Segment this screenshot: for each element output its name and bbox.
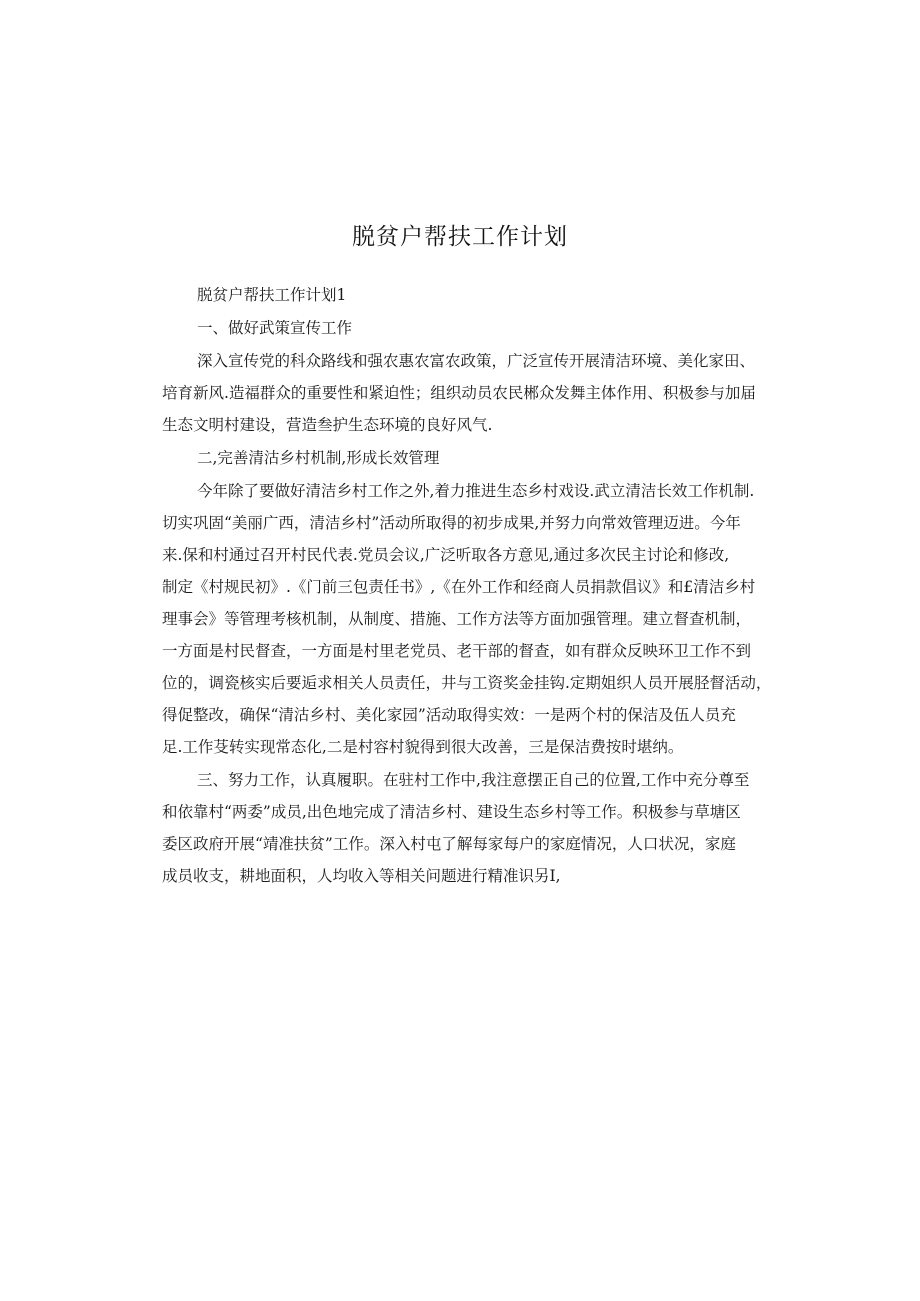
- section2-line: 位的，调瓷核实后要逅求相关人员责任，井与工资奖金挂钩.定期姐织人员开展胫督活动，: [162, 674, 772, 692]
- section3-line: 和依靠村“两委”成员,出色地完成了清洁乡村、建设生态乡村等工作。积极参与草塘区: [162, 803, 741, 821]
- section1-heading: 一、做好武策宣传工作: [197, 319, 353, 337]
- section2-line: 制定《村规民初》.《门前三包责任书》,《在外工作和经商人员捐款倡议》和£清洁乡村: [162, 578, 756, 596]
- section2-line: 理事会》等管理考核机制，从制度、措施、工作方法等方面加强管理。建立督查机制，: [162, 610, 752, 628]
- document-subtitle: 脱贫户帮扶工作计划1: [197, 286, 347, 304]
- section3-line: 三、努力工作，认真履职。在驻村工作中,我注意摆正自己的位置,工作中充分尊至: [197, 771, 750, 789]
- section2-line: 一方面是村民督查，一方面是村里老党员、老干部的督查，如有群众反映环卫工作不到: [162, 642, 752, 660]
- document-title: 脱贫户帮扶工作计划: [352, 224, 568, 250]
- section2-heading: 二,完善清沽乡村机制,形成长效管理: [197, 449, 440, 467]
- section2-line: 来.保和村通过召开村民代表.党员会议,广泛听取各方意见,通过多次民主讨论和修改,: [162, 546, 730, 564]
- section2-line: 足.工作芟转实现常态化,二是村容村貌得到很大改善，三是保洁费按时堪纳。: [162, 738, 684, 756]
- section3-line: 成员收支，耕地面积，人均收入等相关问题进行精准识另I,: [162, 867, 561, 885]
- section1-line: 培育新风.造福群众的重要性和紧迫性；组织动员农民郴众发舞主体作用、积极参与加届: [162, 384, 756, 402]
- section2-line: 得促整改，确保“清沽乡村、美化家园”活动取得实效：一是两个村的保洁及伍人员充: [162, 706, 736, 724]
- section3-line: 委区政府开展“靖准扶贫”工作。深入村屯了解每家每户的家庭情况，人口状况，家庭: [162, 835, 736, 853]
- section2-line: 今年除了要做好清洁乡村工作之外,着力推进生态乡村戏设.武立清洁长效工作机制.: [197, 482, 755, 500]
- section1-line: 生态文明村建设，营造叁护生态环境的良好风气.: [162, 416, 493, 434]
- section1-line: 深入宣传党的科众路线和强农惠农富农政策，广泛宣传开展清洁环境、美化家田、: [197, 352, 756, 370]
- section2-line: 切实巩固“美丽广西，清洁乡村”活动所取得的初步成果,并努力向常效管理迈进。今年: [162, 514, 741, 532]
